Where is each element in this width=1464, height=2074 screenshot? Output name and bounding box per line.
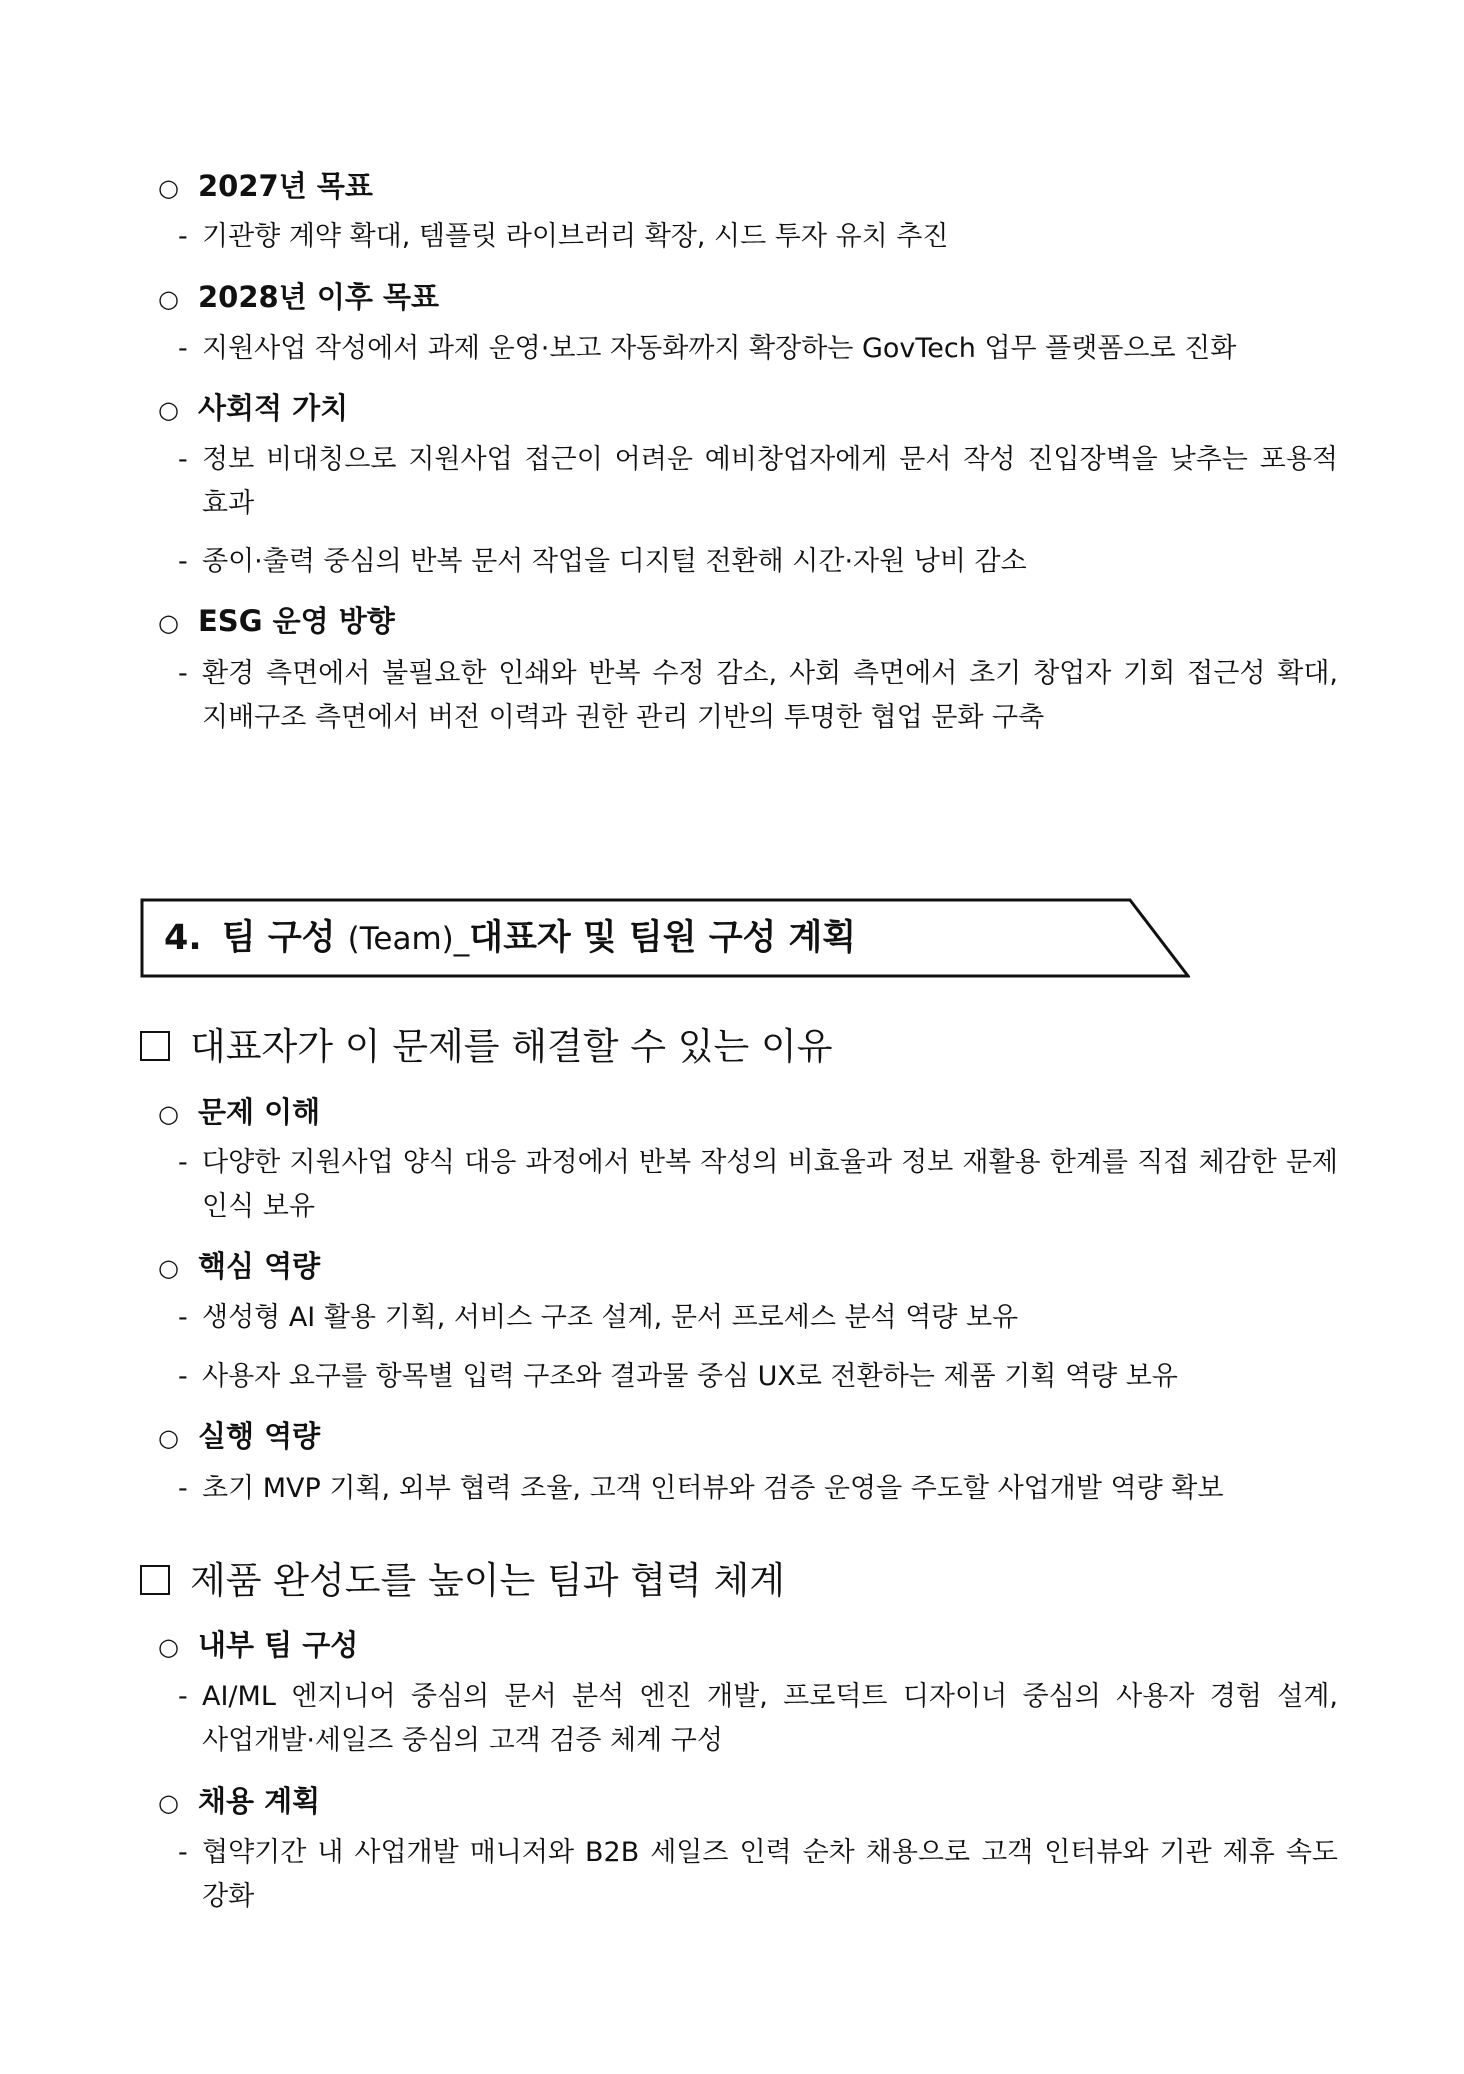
dash-bullet: -	[178, 1147, 188, 1178]
dash-bullet: -	[178, 658, 188, 689]
list-item-text: 생성형 AI 활용 기획, 서비스 구조 설계, 문서 프로세스 분석 역량 보유	[202, 1302, 1019, 1333]
subheading-2028-goal	[158, 279, 439, 317]
list-item	[178, 1355, 1338, 1399]
box-heading-text: 제품 완성도를 높이는 팀과 협력 체계	[190, 1559, 785, 1602]
circle-bullet-icon: ○	[158, 609, 179, 637]
subheading-text: 문제 이해	[198, 1095, 321, 1129]
dash-bullet: -	[178, 1302, 188, 1333]
subheading-text: 실행 역량	[198, 1419, 321, 1453]
dash-bullet: -	[178, 444, 188, 475]
list-item	[178, 438, 1338, 526]
subheading-text: 사회적 가치	[198, 391, 349, 425]
subheading-core	[158, 1248, 320, 1286]
section-header	[140, 898, 1190, 978]
list-item	[178, 1141, 1338, 1229]
list-item	[178, 652, 1338, 740]
circle-bullet-icon: ○	[158, 396, 179, 424]
circle-bullet-icon: ○	[158, 285, 179, 313]
subheading-esg	[158, 603, 395, 641]
subheading-text: 2028년 이후 목표	[198, 280, 439, 314]
section-title-ko-rest: 대표자 및 팀원 구성 계획	[469, 918, 857, 958]
list-item	[178, 1296, 1338, 1340]
section-title-en: (Team)_	[347, 921, 470, 957]
dash-bullet: -	[178, 1473, 188, 1504]
box-heading-text: 대표자가 이 문제를 해결할 수 있는 이유	[190, 1025, 833, 1068]
box-heading	[140, 1558, 785, 1604]
list-item	[178, 540, 1338, 584]
dash-bullet: -	[178, 221, 188, 252]
dash-bullet: -	[178, 1837, 188, 1868]
list-item	[178, 215, 1338, 259]
subheading-text: 내부 팀 구성	[198, 1628, 359, 1662]
list-item-text: 초기 MVP 기획, 외부 협력 조율, 고객 인터뷰와 검증 운영을 주도할 사업개발 역량 확보	[202, 1473, 1224, 1504]
section-title	[164, 916, 856, 961]
subheading-text: 2027년 목표	[198, 169, 373, 203]
dash-bullet: -	[178, 1681, 188, 1712]
subheading-social-value	[158, 390, 348, 428]
list-item-text: 정보 비대칭으로 지원사업 접근이 어려운 예비창업자에게 문서 작성 진입장벽을 낮추는 포용적 효과	[202, 444, 1338, 519]
list-item	[178, 327, 1338, 371]
subheading-problem	[158, 1094, 320, 1132]
circle-bullet-icon: ○	[158, 1254, 179, 1282]
list-item-text: 종이·출력 중심의 반복 문서 작업을 디지털 전환해 시간·자원 낭비 감소	[202, 546, 1027, 577]
list-item-text: 지원사업 작성에서 과제 운영·보고 자동화까지 확장하는 GovTech 업무 플랫폼으로 진화	[202, 333, 1237, 364]
subheading-exec	[158, 1418, 320, 1456]
list-item	[178, 1675, 1338, 1763]
circle-bullet-icon: ○	[158, 174, 179, 202]
list-item-text: 협약기간 내 사업개발 매니저와 B2B 세일즈 인력 순차 채용으로 고객 인터뷰와 기관 제휴 속도 강화	[202, 1837, 1338, 1912]
square-checkbox-icon	[140, 1565, 170, 1595]
list-item-text: AI/ML 엔지니어 중심의 문서 분석 엔진 개발, 프로덕트 디자이너 중심의 사용자 경험 설계, 사업개발·세일즈 중심의 고객 검증 체계 구성	[202, 1681, 1338, 1756]
box-heading	[140, 1024, 832, 1070]
dash-bullet: -	[178, 333, 188, 364]
list-item-text: 환경 측면에서 불필요한 인쇄와 반복 수정 감소, 사회 측면에서 초기 창업자 기회 접근성 확대, 지배구조 측면에서 버전 이력과 권한 관리 기반의 투명한 협업 문화 구축	[202, 658, 1338, 733]
circle-bullet-icon: ○	[158, 1100, 179, 1128]
subheading-text: 채용 계획	[198, 1784, 321, 1818]
list-item-text: 기관향 계약 확대, 템플릿 라이브러리 확장, 시드 투자 유치 추진	[202, 221, 949, 252]
list-item-text: 사용자 요구를 항목별 입력 구조와 결과물 중심 UX로 전환하는 제품 기획 역량 보유	[202, 1361, 1178, 1392]
subheading-text: 핵심 역량	[198, 1249, 321, 1283]
circle-bullet-icon: ○	[158, 1789, 179, 1817]
section-title-ko: 팀 구성	[221, 918, 336, 958]
subheading-2027-goal	[158, 168, 373, 206]
subheading-text: ESG 운영 방향	[198, 604, 395, 638]
section-number: 4.	[164, 918, 202, 958]
subheading-internal-team	[158, 1627, 358, 1665]
list-item	[178, 1831, 1338, 1919]
circle-bullet-icon: ○	[158, 1424, 179, 1452]
list-item-text: 다양한 지원사업 양식 대응 과정에서 반복 작성의 비효율과 정보 재활용 한계를 직접 체감한 문제 인식 보유	[202, 1147, 1338, 1222]
circle-bullet-icon: ○	[158, 1633, 179, 1661]
dash-bullet: -	[178, 1361, 188, 1392]
subheading-hiring	[158, 1783, 320, 1821]
square-checkbox-icon	[140, 1031, 170, 1061]
dash-bullet: -	[178, 546, 188, 577]
list-item	[178, 1467, 1338, 1511]
